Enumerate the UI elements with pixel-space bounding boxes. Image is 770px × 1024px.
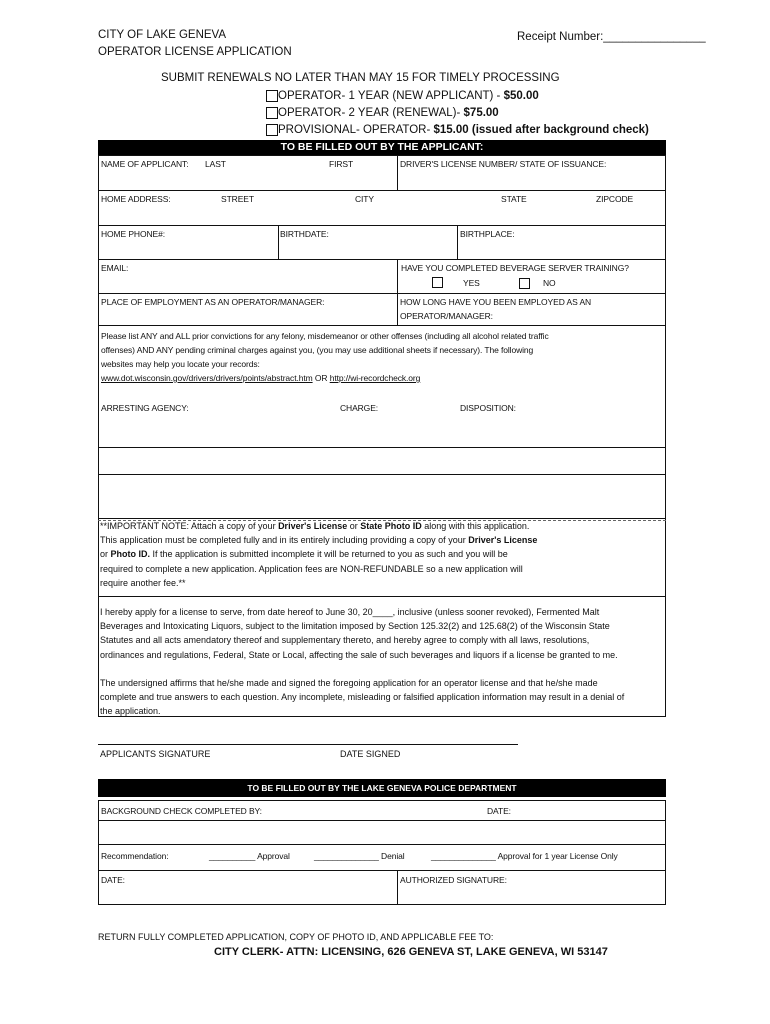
option-label: OPERATOR- 1 YEAR (NEW APPLICANT) - (278, 90, 504, 103)
option-fee: $75.00 (463, 107, 499, 120)
note-text: along with this application. (421, 521, 530, 531)
arresting-agency-label: ARRESTING AGENCY: (101, 403, 189, 413)
convictions-line-3: websites may help you locate your records: (101, 359, 260, 369)
note-text: or (100, 549, 111, 560)
beverage-training-label: HAVE YOU COMPLETED BEVERAGE SERVER TRAINING? (401, 263, 629, 273)
checkbox-training-no[interactable] (519, 278, 530, 289)
note-text: require another fee.** (100, 577, 186, 588)
important-note (100, 519, 664, 590)
row-police-blank[interactable] (99, 821, 665, 845)
declaration-text (100, 605, 664, 662)
last-name-label: LAST (205, 159, 226, 169)
affirmation-line: the application. (100, 706, 161, 717)
row-address (99, 191, 665, 226)
police-section-bar: TO BE FILLED OUT BY THE LAKE GENEVA POLICE DEPARTMENT (98, 779, 666, 797)
row-authorization (99, 871, 665, 904)
police-table (98, 800, 666, 905)
note-text: required to complete a new application. Application fees are NON-REFUNDABLE so a new application will (100, 563, 523, 574)
city-label: CITY (355, 194, 374, 204)
row-background-check (99, 801, 665, 821)
row-name (99, 156, 665, 191)
note-bold: Driver's License (468, 535, 538, 546)
birthdate-label: BIRTHDATE: (280, 229, 329, 239)
declaration-line: Statutes and all acts amendatory thereof and supplementary thereto, and hereby agree to comply with all laws, resolutions, (100, 635, 590, 646)
authorization-date-label: DATE: (101, 875, 125, 885)
signature-line[interactable] (98, 744, 518, 745)
drivers-license-label: DRIVER'S LICENSE NUMBER/ STATE OF ISSUANCE: (400, 159, 607, 169)
denial-option[interactable]: ______________ Denial (314, 851, 405, 861)
row-email (99, 260, 665, 294)
note-text: This application must be completed fully and in its entirely including providing a copy of your (100, 535, 469, 546)
row-convictions (99, 326, 665, 448)
home-phone-label: HOME PHONE#: (101, 229, 165, 239)
background-check-label: BACKGROUND CHECK COMPLETED BY: (101, 806, 262, 816)
applicant-signature-label: APPLICANTS SIGNATURE (100, 749, 211, 759)
affirmation-text (100, 676, 664, 719)
option-label: PROVISIONAL- OPERATOR- (278, 124, 434, 137)
city-name: CITY OF LAKE GENEVA (98, 29, 227, 41)
note-bold: Photo ID. (110, 549, 151, 560)
note-text: If the application is submitted incomplete it will be returned to you as such and you will be (150, 549, 508, 560)
date-signed-label: DATE SIGNED (340, 749, 401, 759)
declaration-line: ordinances and regulations, Federal, State or Local, affecting the sale of such beverages and liquors if a license be granted to me. (100, 649, 618, 660)
row-recommendation (99, 845, 665, 871)
convictions-line-1: Please list ANY and ALL prior convictions for any felony, misdemeanor or other offenses (including all alcohol related traffic (101, 331, 549, 341)
checkbox-training-yes[interactable] (432, 277, 443, 288)
checkbox-operator-1yr[interactable] (266, 90, 278, 102)
approval-1yr-option[interactable]: ______________ Approval for 1 year License Only (431, 851, 618, 861)
note-bold: Driver's License (278, 521, 348, 531)
approval-option[interactable]: __________ Approval (209, 851, 290, 861)
first-name-label: FIRST (329, 159, 354, 169)
note-text: or (347, 521, 361, 531)
convictions-line-2: offenses) AND ANY pending criminal charges against you, (you may use additional sheets if necessary). The following (101, 345, 534, 355)
row-conviction-blank-2[interactable] (99, 475, 665, 502)
option-fee: $15.00 (issued after background check) (433, 124, 649, 137)
home-address-label: HOME ADDRESS: (101, 194, 171, 204)
no-label: NO (543, 278, 556, 288)
authorized-signature-label: AUTHORIZED SIGNATURE: (400, 875, 507, 885)
return-instructions: RETURN FULLY COMPLETED APPLICATION, COPY OF PHOTO ID, AND APPLICABLE FEE TO: (98, 932, 494, 942)
note-text: **IMPORTANT NOTE: Attach a copy of your (100, 521, 279, 531)
declaration-line: I hereby apply for a license to serve, from date hereof to June 30, 20____, inclusive (unless sooner revoked), Fermented Malt (100, 607, 600, 617)
checkbox-provisional[interactable] (266, 124, 278, 136)
zipcode-label: ZIPCODE (596, 194, 634, 204)
disposition-label: DISPOSITION: (460, 403, 516, 413)
declaration-line: Beverages and Intoxicating Liquors, subject to the limitation imposed by Section 125.32(2) and 125.68(2) of the Wisconsin State (100, 621, 610, 632)
wi-recordcheck-link[interactable]: http://wi-recordcheck.org (329, 373, 421, 383)
yes-label: YES (463, 278, 480, 288)
street-label: STREET (221, 194, 254, 204)
or-text: OR (312, 373, 330, 383)
receipt-number-field[interactable]: Receipt Number:________________ (517, 31, 706, 43)
applicant-table (98, 155, 666, 519)
birthplace-label: BIRTHPLACE: (460, 229, 515, 239)
option-operator-2yr[interactable] (266, 107, 499, 119)
option-operator-1yr[interactable] (266, 90, 539, 102)
name-of-applicant-label: NAME OF APPLICANT: (101, 159, 189, 169)
clerk-address: CITY CLERK- ATTN: LICENSING, 626 GENEVA ST, LAKE GENEVA, WI 53147 (214, 946, 608, 958)
option-provisional[interactable] (266, 124, 649, 136)
recommendation-label: Recommendation: (101, 851, 169, 861)
convictions-instructions (101, 329, 549, 385)
place-of-employment-label: PLACE OF EMPLOYMENT AS AN OPERATOR/MANAGER: (101, 297, 325, 307)
checkbox-operator-2yr[interactable] (266, 107, 278, 119)
renewal-notice: SUBMIT RENEWALS NO LATER THAN MAY 15 FOR TIMELY PROCESSING (161, 72, 560, 84)
employed-duration-label-2: OPERATOR/MANAGER: (400, 311, 493, 321)
row-phone (99, 226, 665, 260)
email-label: EMAIL: (101, 263, 129, 273)
affirmation-line: complete and true answers to each question. Any incomplete, misleading or falsified application information may result in a denial of (100, 692, 625, 703)
dot-abstract-link[interactable]: www.dot.wisconsin.gov/drivers/drivers/points/abstract.htm (101, 373, 313, 383)
row-conviction-blank-1[interactable] (99, 448, 665, 475)
option-label: OPERATOR- 2 YEAR (RENEWAL)- (278, 107, 464, 120)
row-employment (99, 294, 665, 326)
affirmation-line: The undersigned affirms that he/she made and signed the foregoing application for an operator license and that he/she made (100, 678, 598, 688)
option-fee: $50.00 (503, 90, 539, 103)
state-label: STATE (501, 194, 527, 204)
form-title: OPERATOR LICENSE APPLICATION (98, 46, 292, 58)
employed-duration-label-1: HOW LONG HAVE YOU BEEN EMPLOYED AS AN (400, 297, 592, 307)
note-bold: State Photo ID (360, 521, 422, 531)
police-date-label: DATE: (487, 806, 511, 816)
applicant-section-bar: TO BE FILLED OUT BY THE APPLICANT: (98, 140, 666, 155)
charge-label: CHARGE: (340, 403, 379, 413)
